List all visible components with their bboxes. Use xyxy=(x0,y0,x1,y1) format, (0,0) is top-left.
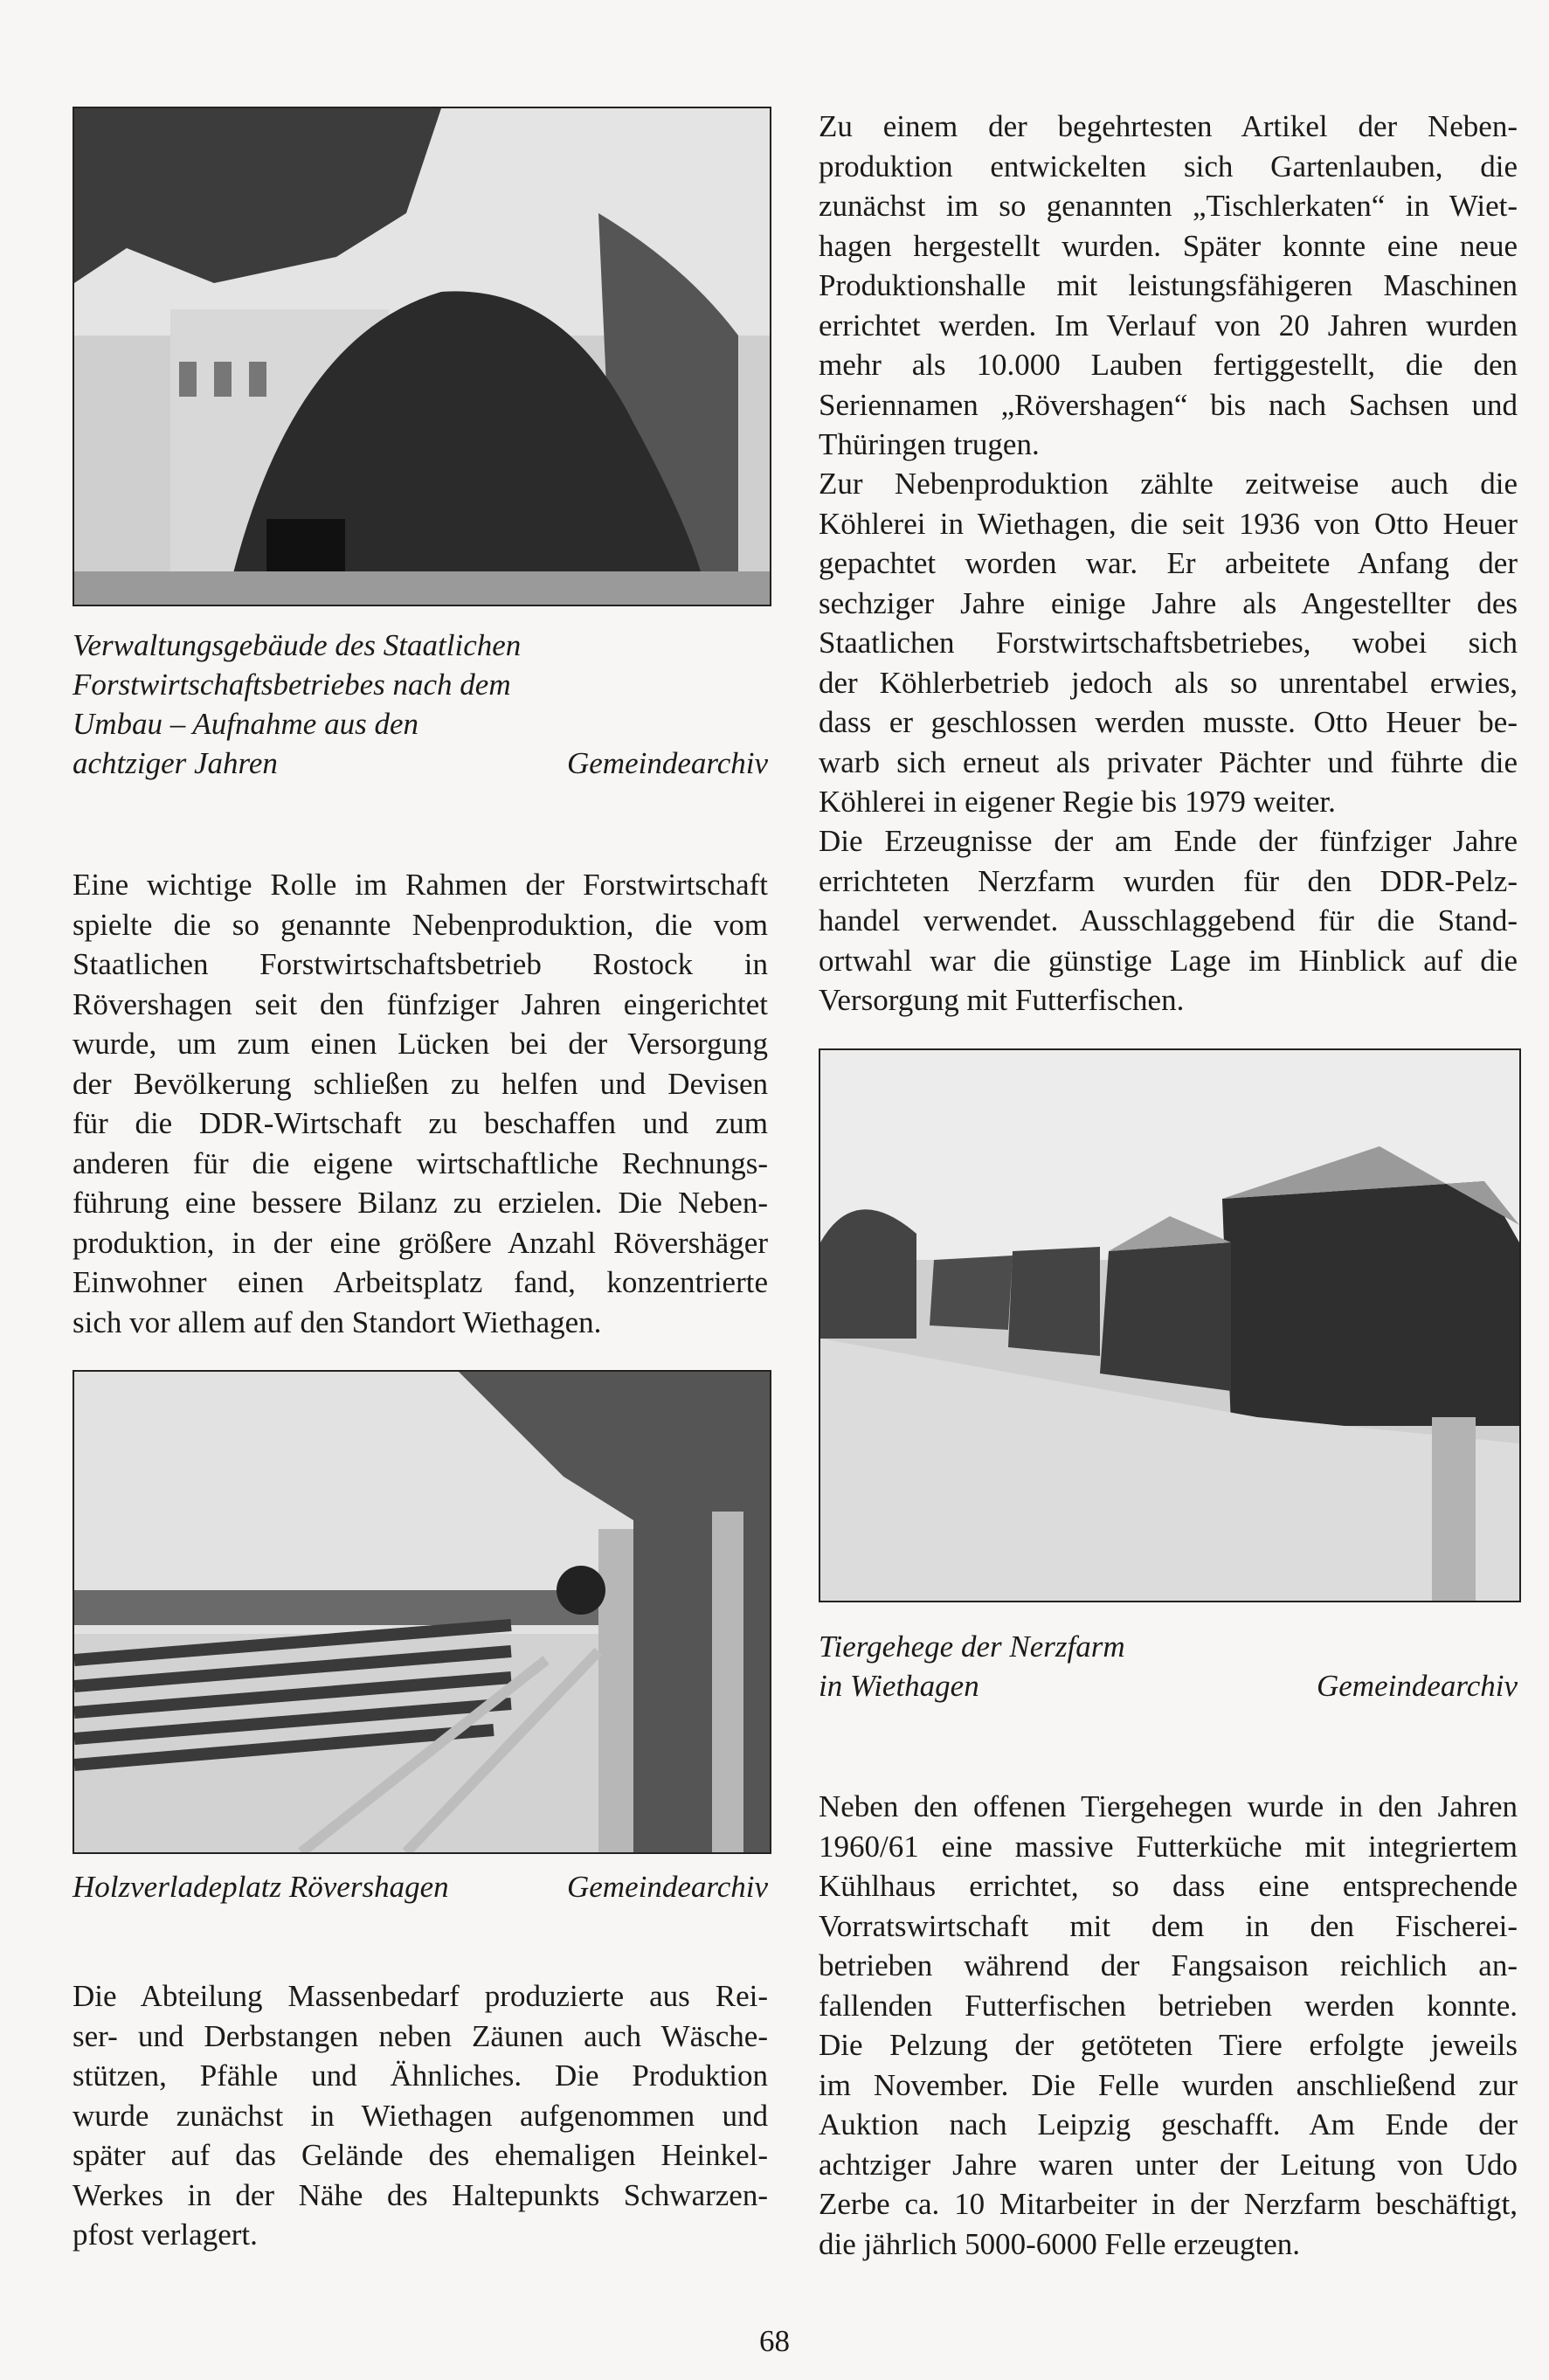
text-line: Staatlichen Forstwirtschaftsbetriebes, wobei sich xyxy=(819,626,1518,660)
text-line: anderen für die eigene wirtschaftliche Rechnungs- xyxy=(73,1145,768,1180)
text-line: warb sich erneut als privater Pächter und führte die xyxy=(819,744,1518,779)
text-line: errichtet werden. Im Verlauf von 20 Jahren wurden xyxy=(819,308,1518,342)
text-line: Werkes in der Nähe des Haltepunkts Schwarzen- xyxy=(73,2177,768,2212)
text-line: spielte die so genannte Nebenproduktion, die vom xyxy=(73,907,768,942)
text-line: Seriennamen „Rövershagen“ bis nach Sachsen und xyxy=(819,387,1518,422)
caption-line: Umbau – Aufnahme aus den xyxy=(73,707,418,741)
text-line: Zerbe ca. 10 Mitarbeiter in der Nerzfarm beschäftigt, xyxy=(819,2187,1518,2221)
text-line: produktion, in der eine größere Anzahl Rövershäger xyxy=(73,1225,768,1260)
paragraph-futterkueche xyxy=(819,1787,1518,2264)
text-line: Produktionshalle mit leistungsfähigeren Maschinen xyxy=(819,268,1518,302)
caption-source: Gemeindearchiv xyxy=(567,746,768,780)
paragraph-gartenlauben xyxy=(819,107,1518,465)
text-line: wurde zunächst in Wiethagen aufgenommen und xyxy=(73,2098,768,2133)
text-line: Köhlerei in eigener Regie bis 1979 weiter. xyxy=(819,785,1336,819)
caption-line: Holzverladeplatz Rövershagen xyxy=(73,1870,449,1904)
text-line: Thüringen trugen. xyxy=(819,427,1040,461)
text-line: 1960/61 eine massive Futterküche mit integriertem xyxy=(819,1829,1518,1864)
paragraph-nerzfarm xyxy=(819,821,1518,1020)
photo2-caption xyxy=(73,1867,768,1906)
text-line: stützen, Pfähle und Ähnliches. Die Produktion xyxy=(73,2058,768,2093)
text-line: der Bevölkerung schließen zu helfen und Devisen xyxy=(73,1066,768,1101)
text-line: Zu einem der begehrtesten Artikel der Neben- xyxy=(819,109,1518,143)
caption-line: Forstwirtschaftsbetriebes nach dem xyxy=(73,668,511,702)
paragraph-massenbedarf xyxy=(73,1976,768,2255)
caption-line: in Wiethagen xyxy=(819,1669,979,1703)
text-line: betrieben während der Fangsaison reichlich an- xyxy=(819,1948,1518,1982)
text-line: sechziger Jahre einige Jahre als Angestellter des xyxy=(819,585,1518,620)
text-line: produktion entwickelten sich Gartenlauben, die xyxy=(819,149,1518,183)
text-line: ortwahl war die günstige Lage im Hinblick auf die xyxy=(819,943,1518,978)
caption-line: achtziger Jahren xyxy=(73,746,278,780)
caption-line: Tiergehege der Nerzfarm xyxy=(819,1629,1125,1664)
text-line: ser- und Derbstangen neben Zäunen auch Wäsche- xyxy=(73,2018,768,2053)
text-line: pfost verlagert. xyxy=(73,2217,258,2252)
caption-source: Gemeindearchiv xyxy=(567,1870,768,1904)
paragraph-nebenproduktion xyxy=(73,865,768,1342)
text-line: später auf das Gelände des ehemaligen Heinkel- xyxy=(73,2138,768,2172)
text-line: Die Pelzung der getöteten Tiere erfolgte jeweils xyxy=(819,2028,1518,2062)
text-line: Die Erzeugnisse der am Ende der fünfziger Jahre xyxy=(819,824,1518,858)
text-line: der Köhlerbetrieb jedoch als so unrentabel erwies, xyxy=(819,665,1518,700)
text-line: sich vor allem auf den Standort Wiethagen. xyxy=(73,1304,602,1339)
paragraph-koehlerei xyxy=(819,464,1518,822)
text-line: Rövershagen seit den fünfziger Jahren eingerichtet xyxy=(73,986,768,1021)
caption-line: Verwaltungsgebäude des Staatlichen xyxy=(73,628,522,662)
text-line: errichteten Nerzfarm wurden für den DDR-Pelz- xyxy=(819,863,1518,898)
text-line: Die Abteilung Massenbedarf produzierte aus Rei- xyxy=(73,1979,768,2013)
text-line: Eine wichtige Rolle im Rahmen der Forstwirtschaft xyxy=(73,868,768,902)
text-line: Auktion nach Leipzig geschafft. Am Ende der xyxy=(819,2107,1518,2141)
text-line: wurde, um zum einen Lücken bei der Versorgung xyxy=(73,1027,768,1061)
text-line: Kühlhaus errichtet, so dass eine entsprechende xyxy=(819,1869,1518,1903)
text-line: Vorratswirtschaft mit dem in den Fischerei- xyxy=(819,1908,1518,1943)
text-line: führung eine bessere Bilanz zu erzielen. Die Neben- xyxy=(73,1186,768,1220)
photo-timber-loading-yard xyxy=(73,1370,771,1854)
text-line: Staatlichen Forstwirtschaftsbetrieb Rostock in xyxy=(73,947,768,981)
photo3-caption xyxy=(819,1627,1518,1705)
text-line: dass er geschlossen werden musste. Otto Heuer be- xyxy=(819,705,1518,739)
text-line: Köhlerei in Wiethagen, die seit 1936 von Otto Heuer xyxy=(819,506,1518,541)
text-line: handel verwendet. Ausschlaggebend für die Stand- xyxy=(819,903,1518,937)
photo-mink-farm xyxy=(819,1048,1521,1602)
text-line: zunächst im so genannten „Tischlerkaten“ in Wiet- xyxy=(819,189,1518,223)
text-line: Zur Nebenproduktion zählte zeitweise auch die xyxy=(819,467,1518,501)
text-line: Einwohner einen Arbeitsplatz fand, konzentrierte xyxy=(73,1265,768,1299)
text-line: für die DDR-Wirtschaft zu beschaffen und zum xyxy=(73,1106,768,1140)
text-line: gepachtet worden war. Er arbeitete Anfang der xyxy=(819,546,1518,580)
text-line: Versorgung mit Futterfischen. xyxy=(819,983,1185,1017)
text-line: im November. Die Felle wurden anschließend zur xyxy=(819,2067,1518,2102)
text-line: mehr als 10.000 Lauben fertiggestellt, die den xyxy=(819,348,1518,382)
page-number: 68 xyxy=(759,2324,790,2358)
caption-source: Gemeindearchiv xyxy=(1317,1669,1518,1703)
photo1-caption xyxy=(73,626,768,783)
photo-administrative-building xyxy=(73,107,771,606)
text-line: hagen hergestellt wurden. Später konnte eine neue xyxy=(819,228,1518,263)
text-line: achtziger Jahre waren unter der Leitung von Udo xyxy=(819,2147,1518,2182)
text-line: Neben den offenen Tiergehegen wurde in den Jahren xyxy=(819,1789,1518,1823)
text-line: fallenden Futterfischen betrieben werden konnte. xyxy=(819,1988,1518,2023)
text-line: die jährlich 5000-6000 Felle erzeugten. xyxy=(819,2226,1301,2261)
